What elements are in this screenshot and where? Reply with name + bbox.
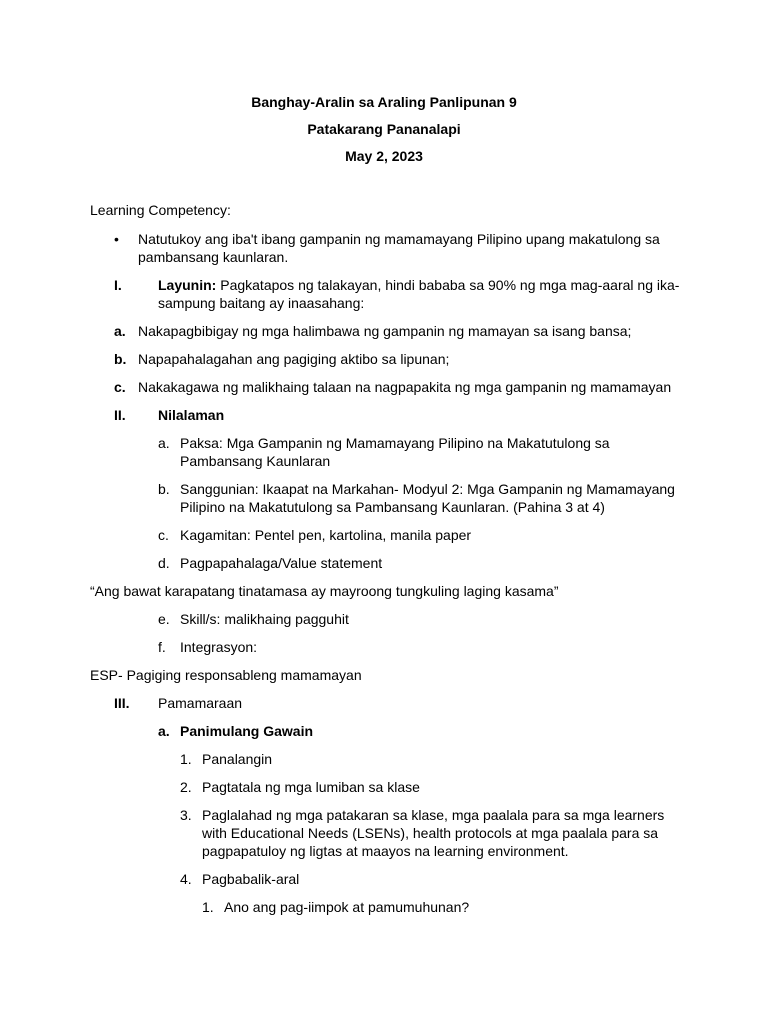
objective-letter: b. — [114, 351, 127, 367]
section-1-text: Pagkatapos ng talakayan, hindi bababa sa 90% ng mga mag-aaral ng ika- — [220, 277, 680, 293]
competency-label: Learning Competency: — [90, 202, 231, 218]
step-text: with Educational Needs (LSENs), health protocols at mga paalala para sa — [202, 825, 659, 841]
document-title: Banghay-Aralin sa Araling Panlipunan 9 — [251, 94, 517, 110]
content-item-text: Pagpapahalaga/Value statement — [180, 555, 383, 571]
section-number-2: II. — [114, 407, 126, 423]
step-text: Pagbabalik-aral — [202, 871, 300, 887]
integration-text: ESP- Pagiging responsableng mamamayan — [90, 667, 362, 683]
content-item-letter: d. — [158, 555, 170, 571]
sub-section-heading: Panimulang Gawain — [180, 723, 314, 739]
content-item-letter: e. — [158, 611, 170, 627]
content-item-text: Sanggunian: Ikaapat na Markahan- Modyul 2: Mga Gampanin ng Mamamayang — [180, 481, 675, 497]
content-item-text: Skill/s: malikhaing pagguhit — [180, 611, 349, 627]
objective-letter: a. — [114, 323, 126, 339]
content-item-text: Integrasyon: — [180, 639, 258, 655]
step-number: 1. — [180, 751, 192, 767]
value-statement-quote: “Ang bawat karapatang tinatamasa ay mayroong tungkuling laging kasama” — [90, 583, 559, 599]
competency-text-line2: pambansang kaunlaran. — [138, 249, 289, 265]
content-item-text: Pilipino na Makatutulong sa Pambansang Kaunlaran. (Pahina 3 at 4) — [180, 499, 605, 515]
content-item-text: Pambansang Kaunlaran — [180, 453, 331, 469]
content-item-text: Kagamitan: Pentel pen, kartolina, manila paper — [180, 527, 472, 543]
objective-letter: c. — [114, 379, 126, 395]
step-number: 2. — [180, 779, 192, 795]
step-text: Pagtatala ng mga lumiban sa klase — [202, 779, 420, 795]
document-date: May 2, 2023 — [345, 148, 423, 164]
review-question-number: 1. — [202, 899, 214, 915]
section-2-heading: Nilalaman — [158, 407, 225, 423]
objective-text: Napapahalagahan ang pagiging aktibo sa lipunan; — [138, 351, 450, 367]
sub-section-letter: a. — [158, 723, 170, 739]
content-item-letter: b. — [158, 481, 170, 497]
section-1-heading: Layunin: — [158, 277, 217, 293]
bullet-icon: • — [114, 231, 119, 247]
section-number-3: III. — [114, 695, 130, 711]
content-item-text: Paksa: Mga Gampanin ng Mamamayang Pilipino na Makatutulong sa — [180, 435, 610, 451]
step-text: Panalangin — [202, 751, 273, 767]
section-1-line2: sampung baitang ay inaasahang: — [158, 295, 365, 311]
step-number: 4. — [180, 871, 192, 887]
content-item-letter: c. — [158, 527, 169, 543]
section-1-line1 — [158, 276, 679, 294]
content-item-letter: a. — [158, 435, 170, 451]
objective-text: Nakapagbibigay ng mga halimbawa ng gampanin ng mamayan sa isang bansa; — [138, 323, 632, 339]
objective-text: Nakakagawa ng malikhaing talaan na nagpapakita ng mga gampanin ng mamamayan — [138, 379, 672, 395]
section-number-1: I. — [114, 277, 122, 293]
step-text: Paglalahad ng mga patakaran sa klase, mga paalala para sa mga learners — [202, 807, 665, 823]
competency-text-line1: Natutukoy ang iba't ibang gampanin ng mamamayang Pilipino upang makatulong sa — [138, 231, 660, 247]
section-3-heading: Pamamaraan — [158, 695, 243, 711]
content-item-letter: f. — [158, 639, 166, 655]
review-question-text: Ano ang pag-iimpok at pamumuhunan? — [224, 899, 470, 915]
step-text: pagpapatuloy ng ligtas at maayos na learning environment. — [202, 843, 569, 859]
step-number: 3. — [180, 807, 192, 823]
document-subtitle: Patakarang Pananalapi — [307, 121, 461, 137]
